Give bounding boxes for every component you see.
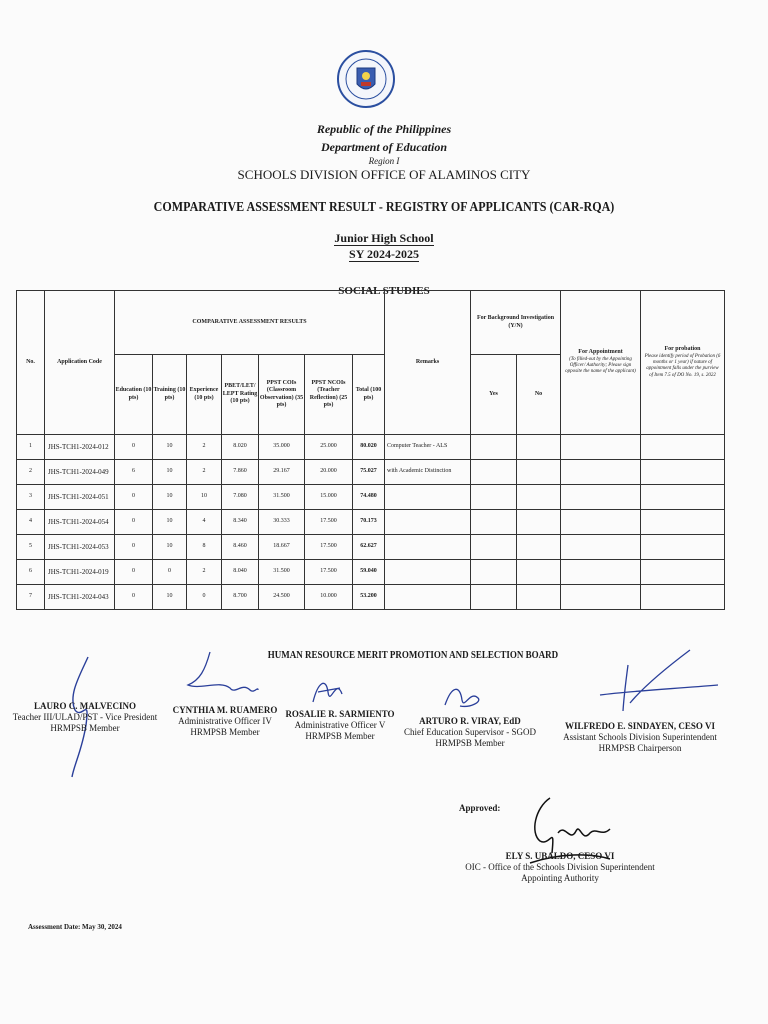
cell-probation <box>641 560 725 585</box>
cell-no: 4 <box>17 510 45 535</box>
member-name: LAURO C. MALVECINO <box>34 701 136 711</box>
table-row <box>17 560 725 585</box>
cell-code: JHS-TCH1-2024-049 <box>45 460 115 485</box>
member-name: ARTURO R. VIRAY, EdD <box>419 716 521 726</box>
cell-no: 3 <box>17 485 45 510</box>
cell-exp: 2 <box>187 435 222 460</box>
cell-pbet: 7.860 <box>222 460 259 485</box>
cell-yes <box>471 485 517 510</box>
cell-appointment <box>561 435 641 460</box>
cell-appointment <box>561 560 641 585</box>
cell-cois: 31.500 <box>259 485 305 510</box>
appointment-label: For Appointment <box>578 349 623 356</box>
assessment-date: Assessment Date: May 30, 2024 <box>28 923 122 931</box>
cell-exp: 4 <box>187 510 222 535</box>
member-org: HRMPSB Member <box>50 723 120 733</box>
cell-no <box>517 585 561 610</box>
cell-no: 7 <box>17 585 45 610</box>
cell-train: 10 <box>153 485 187 510</box>
cell-probation <box>641 435 725 460</box>
cell-exp: 2 <box>187 560 222 585</box>
member-org: HRMPSB Member <box>305 731 375 741</box>
cell-exp: 10 <box>187 485 222 510</box>
document-title: COMPARATIVE ASSESSMENT RESULT - REGISTRY OF APPLICANTS (CAR-RQA) <box>153 200 615 215</box>
cell-pbet: 8.020 <box>222 435 259 460</box>
department-text: Department of Education <box>320 140 447 154</box>
cell-total: 62.627 <box>353 535 385 560</box>
cell-no <box>517 435 561 460</box>
header-no: No. <box>17 291 45 435</box>
cell-cois: 29.167 <box>259 460 305 485</box>
cell-pbet: 8.700 <box>222 585 259 610</box>
probation-label: For probation <box>664 346 701 353</box>
cell-cois: 35.000 <box>259 435 305 460</box>
office-text: SCHOOLS DIVISION OFFICE OF ALAMINOS CITY <box>237 167 531 182</box>
approved-label: Approved: <box>459 803 501 813</box>
cell-no: 2 <box>17 460 45 485</box>
cell-probation <box>641 535 725 560</box>
cell-yes <box>471 560 517 585</box>
cell-train: 0 <box>153 560 187 585</box>
region-text: Region I <box>368 156 400 166</box>
member-name: CYNTHIA M. RUAMERO <box>172 705 278 715</box>
header-experience: Experience (10 pts) <box>187 355 222 435</box>
header-education: Education (10 pts) <box>115 355 153 435</box>
cell-exp: 2 <box>187 460 222 485</box>
cell-edu: 0 <box>115 485 153 510</box>
board-title: HUMAN RESOURCE MERIT PROMOTION AND SELECTION BOARD <box>267 650 559 661</box>
cell-cois: 30.333 <box>259 510 305 535</box>
header-ncois: PPST NCOIs (Teacher Reflection) (25 pts) <box>305 355 353 435</box>
cell-exp: 8 <box>187 535 222 560</box>
cell-code: JHS-TCH1-2024-019 <box>45 560 115 585</box>
header-no-col: No <box>517 355 561 435</box>
header-car: COMPARATIVE ASSESSMENT RESULTS <box>115 291 385 355</box>
member-viray <box>395 716 545 749</box>
cell-edu: 0 <box>115 435 153 460</box>
appointment-note: (To filled-out by the Appointing Officer/ Authority; Please sign opposite the name of the applicant) <box>565 356 636 375</box>
cell-total: 59.040 <box>353 560 385 585</box>
cell-total: 74.480 <box>353 485 385 510</box>
cell-no: 1 <box>17 435 45 460</box>
cell-ncois: 10.000 <box>305 585 353 610</box>
level-text: Junior High School <box>334 231 434 245</box>
cell-pbet: 8.340 <box>222 510 259 535</box>
cell-probation <box>641 510 725 535</box>
cell-remarks <box>385 560 471 585</box>
header-appointment <box>561 291 641 435</box>
cell-cois: 18.667 <box>259 535 305 560</box>
cell-code: JHS-TCH1-2024-053 <box>45 535 115 560</box>
cell-total: 70.173 <box>353 510 385 535</box>
cell-yes <box>471 510 517 535</box>
cell-remarks <box>385 485 471 510</box>
signature-viray-icon <box>440 680 485 715</box>
registry-table <box>16 290 725 610</box>
cell-probation <box>641 485 725 510</box>
header-total: Total (100 pts) <box>353 355 385 435</box>
cell-pbet: 7.080 <box>222 485 259 510</box>
header-cois: PPST COIs (Classroom Observation) (35 pts) <box>259 355 305 435</box>
cell-ncois: 15.000 <box>305 485 353 510</box>
cell-probation <box>641 585 725 610</box>
cell-remarks <box>385 585 471 610</box>
table-row <box>17 535 725 560</box>
member-malvecino <box>10 701 160 734</box>
probation-note: Please identify period of Probation (6 months or 1 year) if nature of appointment falls under the purview of Item 7.5 of DO No. 19, s. 2022 <box>644 353 721 378</box>
header-pbet: PBET/LET/ LEPT Rating (10 pts) <box>222 355 259 435</box>
cell-remarks: Computer Teacher - ALS <box>385 435 471 460</box>
member-org: HRMPSB Member <box>190 727 260 737</box>
member-sindayen <box>540 721 740 754</box>
cell-no <box>517 460 561 485</box>
approver-block <box>460 851 660 884</box>
member-role: Chief Education Supervisor - SGOD <box>404 727 536 737</box>
republic-text: Republic of the Philippines <box>316 122 452 136</box>
cell-appointment <box>561 585 641 610</box>
cell-pbet: 8.040 <box>222 560 259 585</box>
cell-edu: 6 <box>115 460 153 485</box>
member-org: HRMPSB Member <box>435 738 505 748</box>
cell-appointment <box>561 485 641 510</box>
cell-yes <box>471 585 517 610</box>
cell-edu: 0 <box>115 535 153 560</box>
cell-train: 10 <box>153 460 187 485</box>
table-row <box>17 435 725 460</box>
header-bi: For Background Investigation (Y/N) <box>471 291 561 355</box>
cell-train: 10 <box>153 585 187 610</box>
subject-title: SOCIAL STUDIES <box>338 285 430 297</box>
cell-ncois: 17.500 <box>305 510 353 535</box>
header-application-code: Application Code <box>45 291 115 435</box>
cell-code: JHS-TCH1-2024-051 <box>45 485 115 510</box>
cell-appointment <box>561 535 641 560</box>
member-name: WILFREDO E. SINDAYEN, CESO VI <box>564 721 716 731</box>
member-sarmiento <box>265 709 415 742</box>
cell-train: 10 <box>153 435 187 460</box>
cell-remarks <box>385 535 471 560</box>
cell-yes <box>471 535 517 560</box>
deped-seal-icon <box>337 48 395 110</box>
cell-ncois: 25.000 <box>305 435 353 460</box>
cell-total: 75.027 <box>353 460 385 485</box>
member-role: Teacher III/ULAD/PST - Vice President <box>12 712 158 722</box>
header-training: Training (10 pts) <box>153 355 187 435</box>
cell-exp: 0 <box>187 585 222 610</box>
cell-no: 6 <box>17 560 45 585</box>
cell-code: JHS-TCH1-2024-054 <box>45 510 115 535</box>
member-role: Administrative Officer V <box>294 720 386 730</box>
cell-yes <box>471 460 517 485</box>
table-row <box>17 585 725 610</box>
cell-code: JHS-TCH1-2024-012 <box>45 435 115 460</box>
cell-cois: 31.500 <box>259 560 305 585</box>
signature-sindayen-icon <box>590 645 720 715</box>
cell-edu: 0 <box>115 510 153 535</box>
cell-no <box>517 485 561 510</box>
header-yes: Yes <box>471 355 517 435</box>
cell-remarks: with Academic Distinction <box>385 460 471 485</box>
cell-train: 10 <box>153 535 187 560</box>
member-role: Administrative Officer IV <box>178 716 272 726</box>
cell-edu: 0 <box>115 560 153 585</box>
approver-authority: Appointing Authority <box>521 873 599 883</box>
cell-remarks <box>385 510 471 535</box>
cell-total: 53.200 <box>353 585 385 610</box>
cell-ncois: 17.500 <box>305 560 353 585</box>
school-year-text: SY 2024-2025 <box>349 247 419 261</box>
cell-train: 10 <box>153 510 187 535</box>
cell-pbet: 8.460 <box>222 535 259 560</box>
approver-name: ELY S. UBALDO, CESO VI <box>505 851 615 861</box>
signature-ruamero-icon <box>180 650 260 700</box>
cell-code: JHS-TCH1-2024-043 <box>45 585 115 610</box>
cell-appointment <box>561 460 641 485</box>
cell-edu: 0 <box>115 585 153 610</box>
table-row <box>17 510 725 535</box>
cell-no: 5 <box>17 535 45 560</box>
table-row <box>17 485 725 510</box>
member-org: HRMPSB Chairperson <box>598 743 682 753</box>
table-row <box>17 460 725 485</box>
cell-no <box>517 560 561 585</box>
cell-yes <box>471 435 517 460</box>
cell-no <box>517 510 561 535</box>
cell-ncois: 20.000 <box>305 460 353 485</box>
cell-cois: 24.500 <box>259 585 305 610</box>
member-name: ROSALIE R. SARMIENTO <box>285 709 395 719</box>
header-remarks: Remarks <box>385 291 471 435</box>
cell-ncois: 17.500 <box>305 535 353 560</box>
member-role: Assistant Schools Division Superintendent <box>563 732 717 742</box>
approver-role: OIC - Office of the Schools Division Superintendent <box>465 862 655 872</box>
cell-total: 80.020 <box>353 435 385 460</box>
cell-probation <box>641 460 725 485</box>
cell-no <box>517 535 561 560</box>
signature-sarmiento-icon <box>308 672 348 712</box>
cell-appointment <box>561 510 641 535</box>
header-probation <box>641 291 725 435</box>
